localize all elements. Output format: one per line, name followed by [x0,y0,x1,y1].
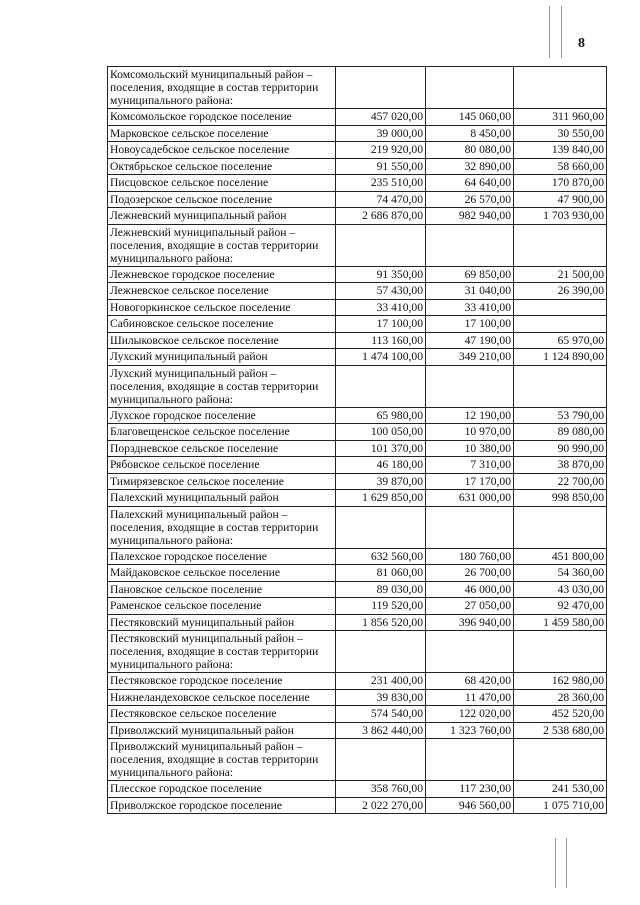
amount-cell-2: 117 230,00 [426,781,514,798]
amount-cell-2: 27 050,00 [426,598,514,615]
table-row [108,424,607,441]
table-row [108,598,607,615]
amount-cell-2: 47 190,00 [426,332,514,349]
amount-cell-2: 31 040,00 [426,283,514,300]
amount-cell-3: 58 660,00 [514,158,607,175]
scan-mark [555,838,556,888]
amount-cell-3: 311 960,00 [514,109,607,126]
settlement-name-cell: Лежневский муниципальный район [108,208,336,225]
table-row [108,158,607,175]
total-amount-cell: 81 060,00 [336,565,426,582]
amount-cell-3: 170 870,00 [514,175,607,192]
settlement-name-cell: Приволжский муниципальный район [108,722,336,739]
total-amount-cell: 39 830,00 [336,689,426,706]
amount-cell-3: 241 530,00 [514,781,607,798]
table-row [108,142,607,159]
amount-cell-2: 349 210,00 [426,349,514,366]
amount-cell-3: 90 990,00 [514,440,607,457]
total-amount-cell: 39 000,00 [336,125,426,142]
table-row [108,797,607,814]
amount-cell-3: 2 538 680,00 [514,722,607,739]
amount-cell-3 [514,365,607,407]
total-amount-cell: 100 050,00 [336,424,426,441]
amount-cell-2: 17 170,00 [426,473,514,490]
total-amount-cell: 219 920,00 [336,142,426,159]
total-amount-cell: 57 430,00 [336,283,426,300]
settlement-name-cell: Лежневское сельское поселение [108,283,336,300]
amount-cell-3: 65 970,00 [514,332,607,349]
amount-cell-3: 53 790,00 [514,407,607,424]
amount-cell-2: 80 080,00 [426,142,514,159]
district-header-row [108,365,607,407]
table-row [108,457,607,474]
settlement-name-cell: Приволжское городское поселение [108,797,336,814]
budget-table [107,66,607,814]
total-amount-cell [336,631,426,673]
budget-table-body [108,67,607,814]
table-row [108,706,607,723]
total-amount-cell: 2 022 270,00 [336,797,426,814]
amount-cell-2: 1 323 760,00 [426,722,514,739]
total-amount-cell: 457 020,00 [336,109,426,126]
table-row [108,614,607,631]
total-amount-cell: 2 686 870,00 [336,208,426,225]
amount-cell-3: 89 080,00 [514,424,607,441]
table-row [108,175,607,192]
total-amount-cell: 358 760,00 [336,781,426,798]
table-row [108,722,607,739]
amount-cell-2: 33 410,00 [426,299,514,316]
table-row [108,673,607,690]
settlement-name-cell: Плесское городское поселение [108,781,336,798]
settlement-name-cell: Майдаковское сельское поселение [108,565,336,582]
amount-cell-3: 54 360,00 [514,565,607,582]
settlement-name-cell: Комсомольское городское поселение [108,109,336,126]
amount-cell-3: 1 075 710,00 [514,797,607,814]
amount-cell-2 [426,739,514,781]
total-amount-cell: 91 350,00 [336,266,426,283]
amount-cell-2: 631 000,00 [426,490,514,507]
settlement-name-cell: Подозерское сельское поселение [108,191,336,208]
table-row [108,208,607,225]
total-amount-cell: 3 862 440,00 [336,722,426,739]
total-amount-cell: 119 520,00 [336,598,426,615]
settlement-name-cell: Пестяковский муниципальный район – поселения, входящие в состав территории муниципального района: [108,631,336,673]
table-row [108,781,607,798]
amount-cell-2: 145 060,00 [426,109,514,126]
settlement-name-cell: Благовещенское сельское поселение [108,424,336,441]
amount-cell-2 [426,365,514,407]
amount-cell-2: 26 700,00 [426,565,514,582]
settlement-name-cell: Рябовское сельское поселение [108,457,336,474]
settlement-name-cell: Тимирязевское сельское поселение [108,473,336,490]
table-row [108,283,607,300]
settlement-name-cell: Палехский муниципальный район [108,490,336,507]
amount-cell-3: 1 459 580,00 [514,614,607,631]
amount-cell-2: 946 560,00 [426,797,514,814]
settlement-name-cell: Марковское сельское поселение [108,125,336,142]
amount-cell-3: 30 550,00 [514,125,607,142]
table-row [108,299,607,316]
amount-cell-2: 122 020,00 [426,706,514,723]
settlement-name-cell: Новогоркинское сельское поселение [108,299,336,316]
amount-cell-3: 47 900,00 [514,191,607,208]
total-amount-cell [336,739,426,781]
amount-cell-3: 998 850,00 [514,490,607,507]
page-number: 8 [578,36,585,51]
amount-cell-2: 12 190,00 [426,407,514,424]
amount-cell-3: 451 800,00 [514,548,607,565]
total-amount-cell: 74 470,00 [336,191,426,208]
table-row [108,548,607,565]
table-row [108,581,607,598]
amount-cell-3 [514,299,607,316]
settlement-name-cell: Комсомольский муниципальный район – поселения, входящие в состав территории муниципального района: [108,67,336,109]
settlement-name-cell: Палехское городское поселение [108,548,336,565]
settlement-name-cell: Нижнеландеховское сельское поселение [108,689,336,706]
settlement-name-cell: Порздневское сельское поселение [108,440,336,457]
settlement-name-cell: Пестяковское сельское поселение [108,706,336,723]
amount-cell-2 [426,506,514,548]
total-amount-cell: 235 510,00 [336,175,426,192]
district-header-row [108,739,607,781]
settlement-name-cell: Шилыковское сельское поселение [108,332,336,349]
total-amount-cell: 231 400,00 [336,673,426,690]
settlement-name-cell: Сабиновское сельское поселение [108,316,336,333]
total-amount-cell: 101 370,00 [336,440,426,457]
total-amount-cell: 91 550,00 [336,158,426,175]
amount-cell-2: 10 970,00 [426,424,514,441]
amount-cell-2: 68 420,00 [426,673,514,690]
table-row [108,266,607,283]
amount-cell-2: 180 760,00 [426,548,514,565]
table-row [108,316,607,333]
total-amount-cell: 574 540,00 [336,706,426,723]
amount-cell-2: 7 310,00 [426,457,514,474]
table-row [108,109,607,126]
amount-cell-3: 43 030,00 [514,581,607,598]
settlement-name-cell: Пановское сельское поселение [108,581,336,598]
table-row [108,490,607,507]
settlement-name-cell: Пестяковский муниципальный район [108,614,336,631]
amount-cell-3 [514,631,607,673]
amount-cell-2: 8 450,00 [426,125,514,142]
amount-cell-2: 10 380,00 [426,440,514,457]
total-amount-cell: 39 870,00 [336,473,426,490]
scan-mark [566,838,567,888]
total-amount-cell: 33 410,00 [336,299,426,316]
amount-cell-3: 1 703 930,00 [514,208,607,225]
total-amount-cell: 113 160,00 [336,332,426,349]
amount-cell-3 [514,739,607,781]
amount-cell-2: 46 000,00 [426,581,514,598]
table-row [108,473,607,490]
settlement-name-cell: Лухский муниципальный район [108,349,336,366]
amount-cell-2 [426,224,514,266]
scan-mark [549,6,550,58]
total-amount-cell: 65 980,00 [336,407,426,424]
amount-cell-2: 11 470,00 [426,689,514,706]
district-header-row [108,67,607,109]
amount-cell-3 [514,224,607,266]
amount-cell-3: 139 840,00 [514,142,607,159]
amount-cell-3 [514,67,607,109]
settlement-name-cell: Писцовское сельское поселение [108,175,336,192]
table-row [108,565,607,582]
total-amount-cell [336,506,426,548]
table-row [108,407,607,424]
settlement-name-cell: Раменское сельское поселение [108,598,336,615]
total-amount-cell [336,224,426,266]
total-amount-cell: 46 180,00 [336,457,426,474]
total-amount-cell: 632 560,00 [336,548,426,565]
district-header-row [108,506,607,548]
table-row [108,689,607,706]
district-header-row [108,224,607,266]
amount-cell-3: 92 470,00 [514,598,607,615]
amount-cell-2: 396 940,00 [426,614,514,631]
settlement-name-cell: Лухское городское поселение [108,407,336,424]
table-row [108,191,607,208]
scan-mark [561,6,562,58]
amount-cell-3: 162 980,00 [514,673,607,690]
amount-cell-3: 452 520,00 [514,706,607,723]
amount-cell-2: 26 570,00 [426,191,514,208]
amount-cell-2: 17 100,00 [426,316,514,333]
amount-cell-2 [426,67,514,109]
amount-cell-3 [514,506,607,548]
amount-cell-3 [514,316,607,333]
amount-cell-2: 32 890,00 [426,158,514,175]
amount-cell-2: 69 850,00 [426,266,514,283]
amount-cell-2: 64 640,00 [426,175,514,192]
total-amount-cell: 89 030,00 [336,581,426,598]
settlement-name-cell: Приволжский муниципальный район – поселения, входящие в состав территории муниципального района: [108,739,336,781]
settlement-name-cell: Лежневский муниципальный район – поселения, входящие в состав территории муниципального района: [108,224,336,266]
amount-cell-3: 21 500,00 [514,266,607,283]
amount-cell-2 [426,631,514,673]
total-amount-cell [336,67,426,109]
total-amount-cell: 1 629 850,00 [336,490,426,507]
settlement-name-cell: Лухский муниципальный район – поселения, входящие в состав территории муниципального района: [108,365,336,407]
settlement-name-cell: Лежневское городское поселение [108,266,336,283]
table-row [108,125,607,142]
settlement-name-cell: Октябрьское сельское поселение [108,158,336,175]
amount-cell-3: 26 390,00 [514,283,607,300]
amount-cell-3: 22 700,00 [514,473,607,490]
amount-cell-3: 38 870,00 [514,457,607,474]
settlement-name-cell: Пестяковское городское поселение [108,673,336,690]
table-row [108,332,607,349]
settlement-name-cell: Новоусадебское сельское поселение [108,142,336,159]
total-amount-cell: 17 100,00 [336,316,426,333]
amount-cell-3: 1 124 890,00 [514,349,607,366]
table-row [108,349,607,366]
amount-cell-3: 28 360,00 [514,689,607,706]
settlement-name-cell: Палехский муниципальный район – поселения, входящие в состав территории муниципального района: [108,506,336,548]
amount-cell-2: 982 940,00 [426,208,514,225]
table-row [108,440,607,457]
total-amount-cell [336,365,426,407]
district-header-row [108,631,607,673]
total-amount-cell: 1 856 520,00 [336,614,426,631]
total-amount-cell: 1 474 100,00 [336,349,426,366]
